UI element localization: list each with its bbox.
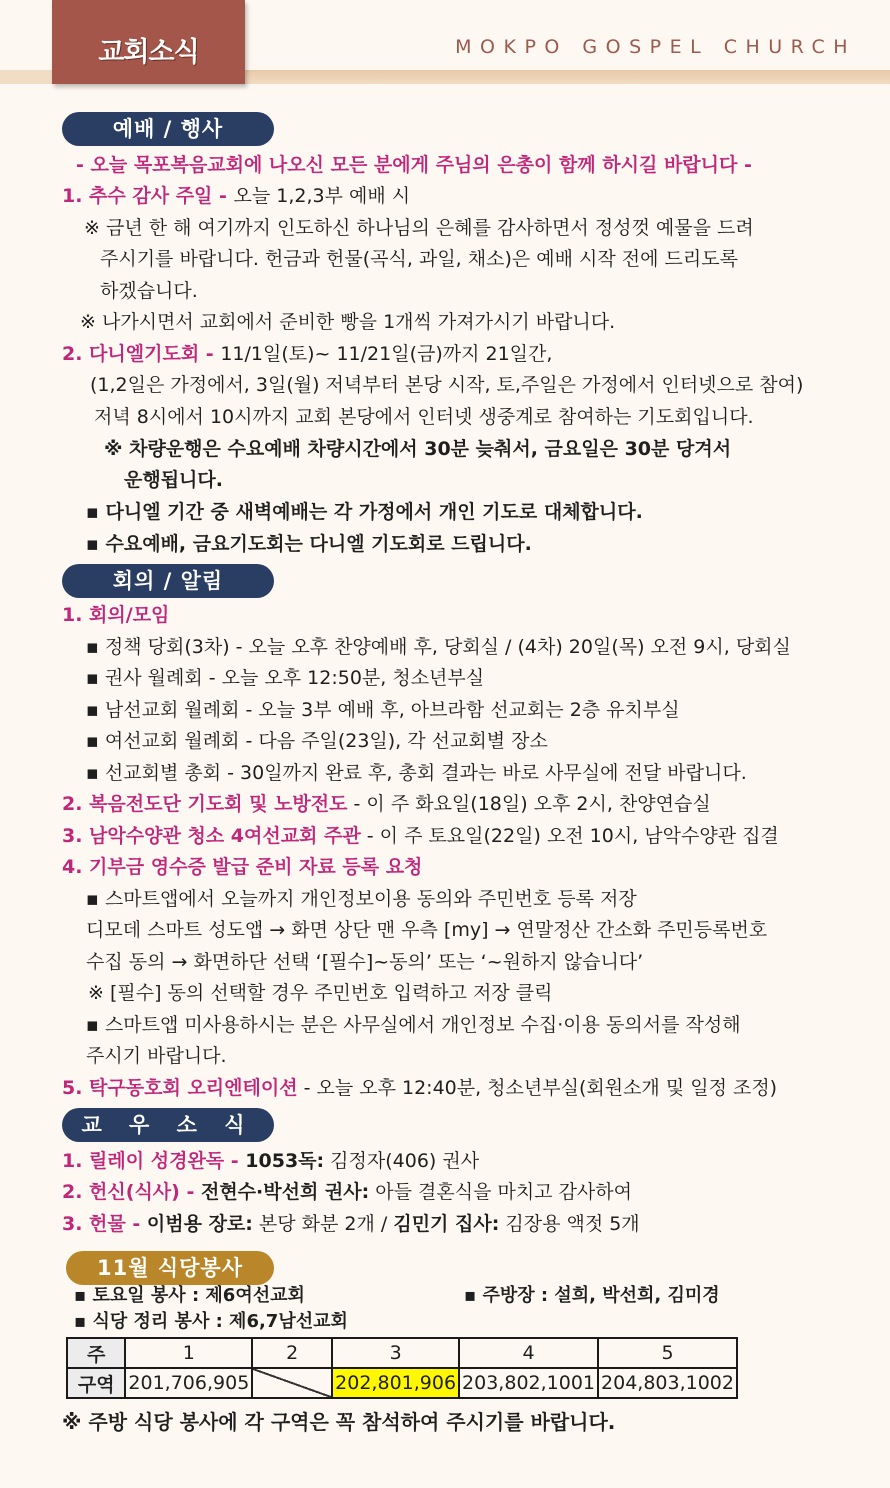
dash: -: [212, 185, 234, 207]
meetings-item-2: [62, 789, 711, 819]
header-divider-left: [0, 70, 52, 84]
church-name: MOKPO GOSPEL CHURCH: [455, 36, 856, 58]
worship-item-2-line3: 저녁 8시에서 10시까지 교회 본당에서 인터넷 생중계로 참여하는 기도회입니다.: [94, 406, 754, 428]
members-item-2-head: 2. 헌신(식사): [62, 1181, 180, 1203]
kitchen-cleanup: ▪ 식당 정리 봉사 : 제6,7남선교회: [74, 1311, 348, 1332]
meetings-item-4-head: 4. 기부금 영수증 발급 준비 자료 등록 요청: [62, 856, 423, 878]
members-item-3-head: 3. 헌물: [62, 1213, 126, 1235]
table-header-zone: 구역: [67, 1368, 125, 1398]
kitchen-head-cook: ▪ 주방장 : 설희, 박선희, 김미경: [464, 1285, 720, 1306]
meetings-item-3: [62, 821, 779, 851]
table-row: [67, 1368, 737, 1398]
meetings-item-1-line2: ▪ 권사 월례회 - 오늘 오후 12:50분, 청소년부실: [86, 667, 485, 689]
members-item-1-text: 김정자(406) 권사: [324, 1150, 480, 1172]
worship-item-1-text: 오늘 1,2,3부 예배 시: [233, 185, 411, 207]
dash: -: [125, 1213, 147, 1235]
members-item-1-head: 1. 릴레이 성경완독: [62, 1150, 225, 1172]
worship-item-2-line4: ※ 차량운행은 수요예배 차량시간에서 30분 늦춰서, 금요일은 30분 당겨서: [104, 438, 732, 460]
table-cell-zone: 201,706,905: [125, 1368, 252, 1398]
section-title-kitchen: 11월 식당봉사: [66, 1251, 274, 1285]
meetings-item-3-head: 3. 남악수양관 청소 4여선교회 주관: [62, 825, 361, 847]
section-title-meetings: 회의 / 알림: [62, 564, 274, 598]
section-title-worship: 예배 / 행사: [62, 112, 274, 146]
meetings-item-2-head: 2. 복음전도단 기도회 및 노방전도: [62, 793, 348, 815]
dash: -: [179, 1181, 201, 1203]
table-cell-week: 5: [598, 1338, 737, 1368]
meetings-item-4-line6: 주시기 바랍니다.: [86, 1045, 227, 1067]
members-item-1-bold: 1053독:: [245, 1150, 325, 1172]
meetings-item-1-line4: ▪ 여선교회 월례회 - 다음 주일(23일), 각 선교회별 장소: [86, 730, 548, 752]
meetings-item-5-head: 5. 탁구동호회 오리엔테이션: [62, 1077, 298, 1099]
members-item-2-text: 아들 결혼식을 마치고 감사하여: [369, 1181, 632, 1203]
meetings-item-4-line3: 수집 동의 → 화면하단 선택 ‘[필수]~동의’ 또는 ‘~원하지 않습니다’: [86, 951, 644, 973]
worship-item-2-line2: (1,2일은 가정에서, 3일(월) 저녁부터 본당 시작, 토,주일은 가정에서 인터넷으로 참여): [90, 374, 804, 396]
kitchen-footer-note: ※ 주방 식당 봉사에 각 구역은 꼭 참석하여 주시기를 바랍니다.: [62, 1410, 616, 1434]
kitchen-schedule-table: [66, 1337, 738, 1399]
table-cell-week: 1: [125, 1338, 252, 1368]
members-item-3-text2: 김장용 액젓 5개: [499, 1213, 640, 1235]
worship-item-2: [62, 339, 552, 369]
worship-item-1-note: ※ 금년 한 해 여기까지 인도하신 하나님의 은혜를 감사하면서 정성껏 예물을 드려: [84, 217, 754, 239]
header-divider: [245, 70, 890, 84]
worship-item-1-note-cont: 주시기를 바랍니다. 헌금과 헌물(곡식, 과일, 채소)은 예배 시작 전에 드리도록: [100, 248, 738, 270]
meetings-item-5: [62, 1073, 777, 1103]
worship-item-2-text: 11/1일(토)~ 11/21일(금)까지 21일간,: [220, 343, 553, 365]
worship-item-2-line5: 운행됩니다.: [124, 469, 223, 491]
dash: -: [224, 1150, 246, 1172]
members-item-2-bold: 전현수·박선희 권사:: [200, 1181, 370, 1203]
section-title-members: 교 우 소 식: [62, 1108, 274, 1142]
meetings-item-4-line1: ▪ 스마트앱에서 오늘까지 개인정보이용 동의와 주민번호 등록 저장: [86, 888, 637, 910]
meetings-item-4-line5: ▪ 스마트앱 미사용하시는 분은 사무실에서 개인정보 수집·이용 동의서를 작성해: [86, 1014, 741, 1036]
meetings-item-1-line5: ▪ 선교회별 총회 - 30일까지 완료 후, 총회 결과는 바로 사무실에 전달 바랍니다.: [86, 762, 747, 784]
worship-item-1-head: 1. 추수 감사 주일: [62, 185, 213, 207]
table-header-week: 주: [67, 1338, 125, 1368]
meetings-item-3-text: - 이 주 토요일(22일) 오전 10시, 남악수양관 집결: [360, 825, 779, 847]
table-cell-week: 4: [459, 1338, 598, 1368]
worship-item-1: [62, 181, 410, 211]
meetings-item-5-text: - 오늘 오후 12:40분, 청소년부실(회원소개 및 일정 조정): [297, 1077, 778, 1099]
meetings-item-1-line3: ▪ 남선교회 월례회 - 오늘 3부 예배 후, 아브라함 선교회는 2층 유치부실: [86, 699, 680, 721]
members-item-3-text1: 본당 화분 2개 /: [252, 1213, 394, 1235]
members-item-3-bold2: 김민기 집사:: [393, 1213, 500, 1235]
table-cell-week: 3: [332, 1338, 459, 1368]
table-cell-zone-highlight: 202,801,906: [332, 1368, 459, 1398]
table-cell-zone-empty: [252, 1368, 332, 1398]
table-cell-week: 2: [252, 1338, 332, 1368]
meetings-item-1-head: 1. 회의/모임: [62, 604, 170, 626]
meetings-item-4-line4: ※ [필수] 동의 선택할 경우 주민번호 입력하고 저장 클릭: [88, 982, 553, 1004]
worship-item-1-note-cont2: 하겠습니다.: [100, 280, 198, 302]
meetings-item-4-line2: 디모데 스마트 성도앱 → 화면 상단 맨 우측 [my] → 연말정산 간소화 주민등록번호: [86, 919, 768, 941]
header-tab-label: 교회소식: [98, 37, 199, 68]
kitchen-saturday: ▪ 토요일 봉사 : 제6여선교회: [74, 1285, 305, 1306]
worship-item-2-line6: ▪ 다니엘 기간 중 새벽예배는 각 가정에서 개인 기도로 대체합니다.: [86, 501, 643, 523]
worship-item-1-note2: ※ 나가시면서 교회에서 준비한 빵을 1개씩 가져가시기 바랍니다.: [80, 311, 616, 333]
members-item-3: [62, 1209, 640, 1239]
table-cell-zone: 204,803,1002: [598, 1368, 737, 1398]
worship-item-2-line7: ▪ 수요예배, 금요기도회는 다니엘 기도회로 드립니다.: [86, 533, 532, 555]
worship-item-2-head: 2. 다니엘기도회: [62, 343, 200, 365]
table-cell-zone: 203,802,1001: [459, 1368, 598, 1398]
members-item-1: [62, 1146, 479, 1176]
table-row: [67, 1338, 737, 1368]
members-item-2: [62, 1177, 632, 1207]
members-item-3-bold1: 이범용 장로:: [146, 1213, 253, 1235]
meetings-item-2-text: - 이 주 화요일(18일) 오후 2시, 찬양연습실: [347, 793, 711, 815]
dash: -: [199, 343, 221, 365]
header-tab: [52, 0, 245, 84]
greeting: - 오늘 목포복음교회에 나오신 모든 분에게 주님의 은총이 함께 하시길 바랍니다 -: [76, 154, 752, 176]
meetings-item-1-line1: ▪ 정책 당회(3차) - 오늘 오후 찬양예배 후, 당회실 / (4차) 20일(목) 오전 9시, 당회실: [86, 636, 791, 658]
